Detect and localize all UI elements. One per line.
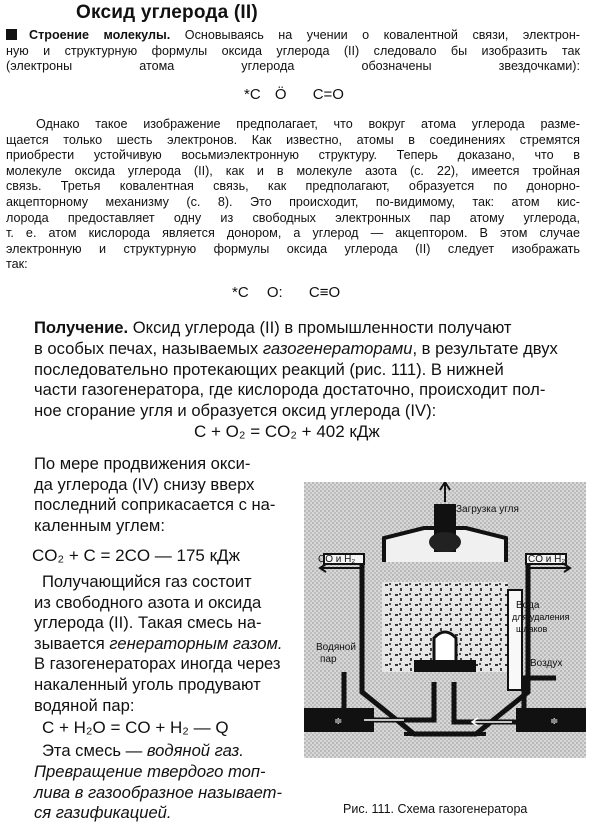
grate: [414, 660, 476, 672]
structural-formula-2: C≡O: [308, 284, 341, 301]
label-water-2: для удаления: [512, 612, 570, 622]
left-paragraph-5: Превращение твердого топ- лива в газообразное называет- ся газификацией.: [34, 762, 283, 823]
left-paragraph-4: Эта смесь — водяной газ.: [42, 741, 244, 760]
structure-heading: Строение молекулы.: [29, 28, 171, 42]
formula-2: [232, 284, 340, 301]
bullet-square: [6, 29, 17, 40]
left-paragraph-1: По мере продвижения окси- да углерода (IV) снизу вверх последний соприкасается с на- каленным углем:: [34, 454, 276, 535]
figure-caption: Рис. 111. Схема газогенератора: [343, 802, 528, 816]
term-water-gas: водяной газ.: [146, 741, 244, 760]
equation-3: C + H₂O = CO + H₂ — Q: [42, 718, 229, 737]
equation-1: C + O₂ = CO₂ + 402 кДж: [194, 422, 380, 441]
term-gas-generators: газогенераторами: [262, 339, 413, 358]
label-co-h2-left: CO и H₂: [318, 554, 356, 565]
term-generator-gas: генераторным газом.: [109, 633, 283, 653]
formula-1: [244, 86, 344, 103]
label-steam: Водяной: [316, 642, 356, 653]
water-mark-right: ≑: [550, 716, 559, 727]
label-water-3: шлаков: [516, 624, 548, 634]
lewis-oxygen: Ö: [274, 86, 287, 103]
equation-2: CO₂ + C = 2CO — 175 кДж: [32, 546, 240, 565]
production-heading: Получение.: [34, 318, 129, 337]
hopper-bell: [429, 532, 461, 552]
label-air: Воздух: [530, 658, 563, 669]
structure-paragraph: Однако такое изображение предполагает, что вокруг атома углерода разме- щается только шесть электронов. Как известно, атомы в соединениях стремятся приобрести устойчивую восьмиэлектронную структуру. Теперь доказано, что в молекуле оксида углерода (II), как и в молекуле азота (с. 22), имеется тройная связь. Третья ковалентная связь, как предполагают, образуется по донорно- акцепторному механизму (с. 8). Это происходит, по-видимому, так: атом кис- лорода предоставляет одну из свободных электронных пар атому углерода, т. е. атом кислорода является донором, а углерод — акцептором. В этом случае электронную и структурную формулы оксида углерода (II) следует изображать так:: [6, 117, 580, 272]
gas-generator-figure: [304, 482, 586, 758]
production-paragraph-cont: в особых печах, называемых газогенераторами, в результате двух последовательно протекающих реакций (рис. 111). В нижней части газогенератора, где кислорода достаточно, происходит пол- ное сгорание угля и образуется оксид углерода (IV):: [34, 339, 558, 420]
lewis-carbon-2: *C: [232, 284, 249, 301]
page-title: Оксид углерода (II): [76, 2, 258, 23]
label-co-h2-right: CO и H₂: [528, 554, 566, 565]
lewis-oxygen-2: O:: [266, 284, 283, 301]
lewis-carbon: *C: [244, 86, 261, 103]
label-water: Вода: [516, 600, 540, 611]
left-paragraph-2: Получающийся газ состоит из свободного азота и оксида углерода (II). Такая смесь на- зывается генераторным газом. В газогенераторах иногда через накаленный уголь продувают водяной пар:: [34, 572, 283, 715]
air-nozzle: [434, 632, 456, 660]
label-loading: Загрузка угля: [456, 504, 519, 515]
structural-formula-1: C=O: [312, 86, 344, 103]
structure-intro: Строение молекулы. Основываясь на учении о ковалентной связи, электрон- ную и структурную формулы оксида углерода (II) следовало бы изобразить так (электроны атома углерода обозначены звездочками):: [6, 28, 580, 74]
water-mark-left: ≑: [334, 716, 343, 727]
label-steam-2: пар: [320, 654, 337, 665]
production-paragraph: Получение. Оксид углерода (II) в промышленности получают: [34, 318, 512, 337]
